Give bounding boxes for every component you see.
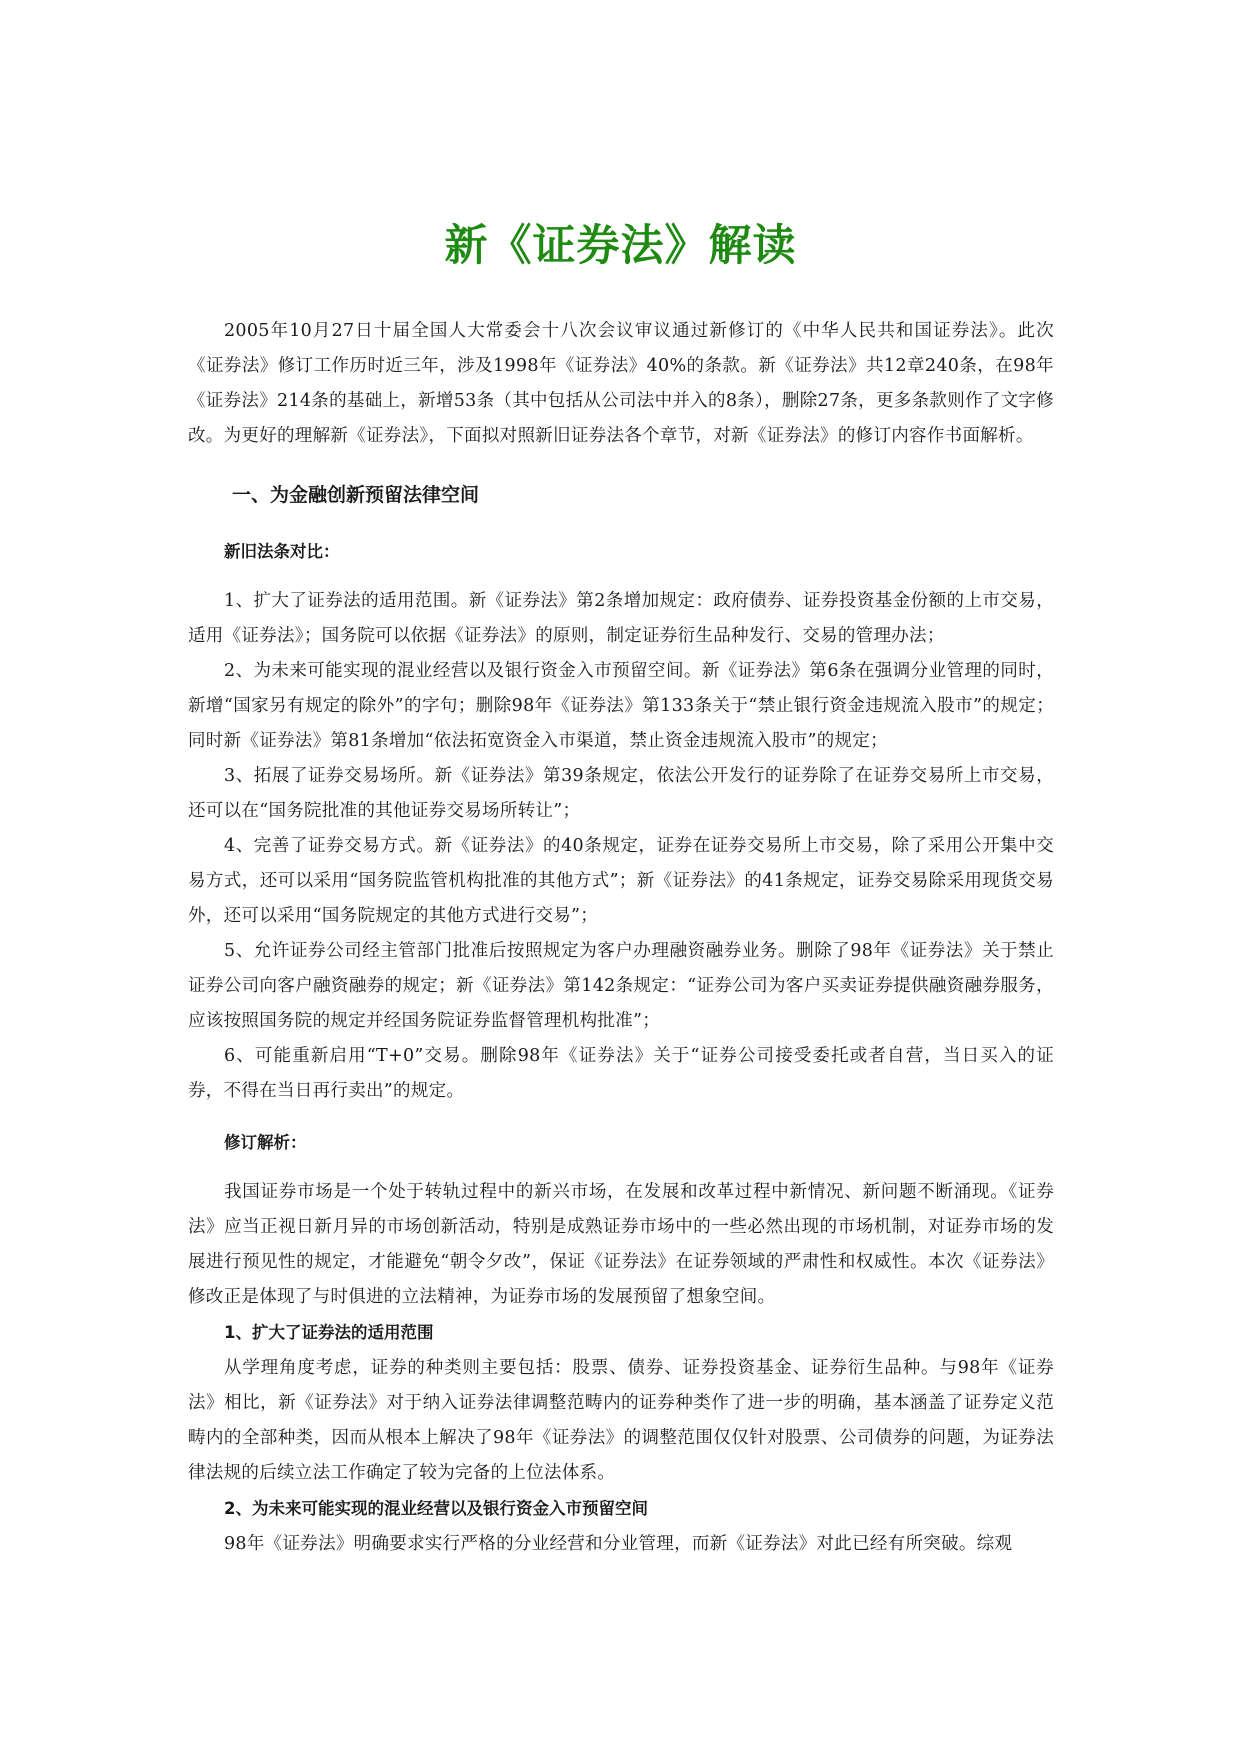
analysis-paragraph: 98年《证券法》明确要求实行严格的分业经营和分业管理，而新《证券法》对此已经有所突破。综观 [224,1534,1013,1554]
comparison-item: 2、为未来可能实现的混业经营以及银行资金入市预留空间。新《证券法》第6条在强调分业管理的同时，新增“国家另有规定的除外”的字句；删除98年《证券法》第133条关于“禁止银行资金违规流入股市”的规定；同时新《证券法》第81条增加“依法拓宽资金入市渠道，禁止资金违规流入股市”的规定； [188,661,1054,751]
analysis-subheading: 1、扩大了证券法的适用范围 [224,1323,434,1342]
intro-paragraph: 2005年10月27日十届全国人大常委会十八次会议审议通过新修订的《中华人民共和国证券法》。此次《证券法》修订工作历时近三年，涉及1998年《证券法》40%的条款。新《证券法》共12章240条，在98年《证券法》214条的基础上，新增53条（其中包括从公司法中并入的8条），删除27条，更多条款则作了文字修改。为更好的理解新《证券法》，下面拟对照新旧证券法各个章节，对新《证券法》的修订内容作书面解析。 [188,321,1054,446]
comparison-item: 6、可能重新启用“T+0”交易。删除98年《证券法》关于“证券公司接受委托或者自营，当日买入的证券，不得在当日再行卖出”的规定。 [188,1046,1054,1101]
comparison-item: 5、允许证券公司经主管部门批准后按照规定为客户办理融资融券业务。删除了98年《证券法》关于禁止证券公司向客户融资融券的规定；新《证券法》第142条规定：“证券公司为客户买卖证券提供融资融券服务，应该按照国务院的规定并经国务院证券监督管理机构批准”； [188,941,1054,1031]
analysis-paragraph: 从学理角度考虑，证券的种类则主要包括：股票、债券、证券投资基金、证券衍生品种。与98年《证券法》相比，新《证券法》对于纳入证券法律调整范畴内的证券种类作了进一步的明确，基本涵盖了证券定义范畴内的全部种类，因而从根本上解决了98年《证券法》的调整范围仅仅针对股票、公司债券的问题，为证券法律法规的后续立法工作确定了较为完备的上位法体系。 [188,1358,1054,1483]
document-body [188,314,1054,1562]
analysis-intro-paragraph: 我国证券市场是一个处于转轨过程中的新兴市场，在发展和改革过程中新情况、新问题不断涌现。《证券法》应当正视日新月异的市场创新活动，特别是成熟证券市场中的一些必然出现的市场机制，对证券市场的发展进行预见性的规定，才能避免“朝令夕改”，保证《证券法》在证券领域的严肃性和权威性。本次《证券法》修改正是体现了与时俱进的立法精神，为证券市场的发展预留了想象空间。 [188,1182,1054,1307]
comparison-heading: 新旧法条对比： [224,542,340,561]
comparison-item: 3、拓展了证券交易场所。新《证券法》第39条规定，依法公开发行的证券除了在证券交易所上市交易，还可以在“国务院批准的其他证券交易场所转让”； [188,766,1054,821]
comparison-item: 4、完善了证券交易方式。新《证券法》的40条规定，证券在证券交易所上市交易，除了采用公开集中交易方式，还可以采用“国务院监管机构批准的其他方式”；新《证券法》的41条规定，证券交易除采用现货交易外，还可以采用“国务院规定的其他方式进行交易”； [188,836,1054,926]
comparison-item: 1、扩大了证券法的适用范围。新《证券法》第2条增加规定：政府债券、证券投资基金份额的上市交易，适用《证券法》；国务院可以依据《证券法》的原则，制定证券衍生品种发行、交易的管理办法； [188,591,1054,646]
section-heading: 一、为金融创新预留法律空间 [232,484,480,506]
analysis-subheading: 2、为未来可能实现的混业经营以及银行资金入市预留空间 [224,1499,648,1518]
analysis-heading: 修订解析： [224,1133,307,1152]
page-title: 新《证券法》解读 [444,221,797,271]
